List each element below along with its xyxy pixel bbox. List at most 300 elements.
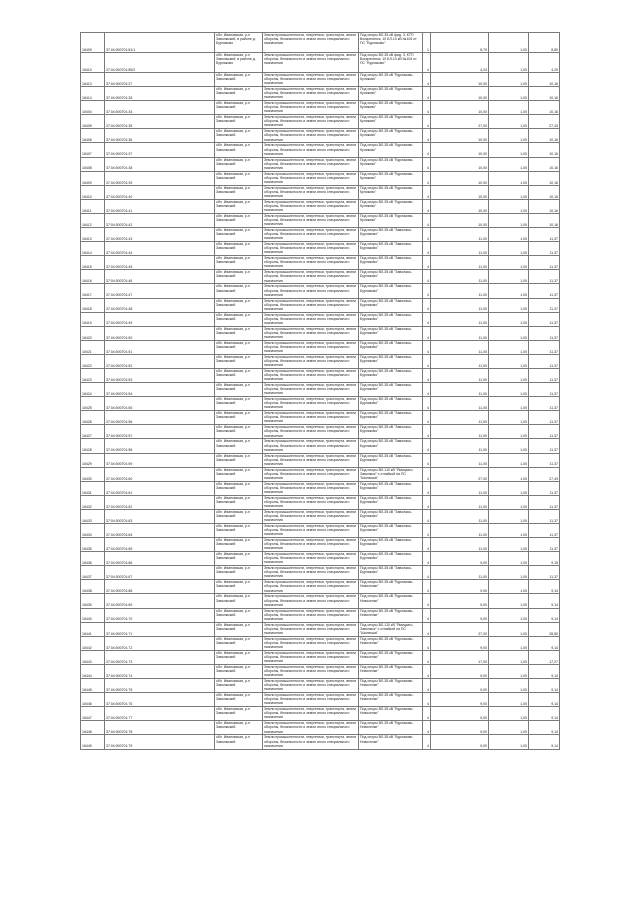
table-row xyxy=(81,87,560,101)
land-category-cell: Земли промышленности, энергетики, транспорта, земли обороны, безопасности и земли иного специального назначения xyxy=(263,383,359,397)
amount-cell: 11,37 xyxy=(529,340,560,354)
row-number-cell: 16404 xyxy=(81,101,105,115)
flag-cell: 4 xyxy=(423,213,431,227)
table-row xyxy=(81,608,560,622)
area-cell: 9,00 xyxy=(431,580,489,594)
amount-cell: 11,37 xyxy=(529,326,560,340)
table-row xyxy=(81,171,560,185)
amount-cell: 9,14 xyxy=(529,735,560,749)
flag-cell: 4 xyxy=(423,101,431,115)
flag-cell: 4 xyxy=(423,594,431,608)
land-category-cell: Земли промышленности, энергетики, транспорта, земли обороны, безопасности и земли иного специального назначения xyxy=(263,650,359,664)
flag-cell: 4 xyxy=(423,298,431,312)
coefficient-cell: 1,00 xyxy=(489,622,529,636)
cadastral-number-cell: 37:04:000701:75 xyxy=(105,679,215,693)
row-number-cell: 16411 xyxy=(81,199,105,213)
cadastral-number-cell: 37:04:000701:54 xyxy=(105,383,215,397)
area-cell: 11,00 xyxy=(431,242,489,256)
land-category-cell: Земли промышленности, энергетики, транспорта, земли обороны, безопасности и земли иного специального назначения xyxy=(263,524,359,538)
location-cell: обл. Ивановская, р-н Заволжский xyxy=(215,538,263,552)
land-category-cell: Земли промышленности, энергетики, транспорта, земли обороны, безопасности и земли иного специального назначения xyxy=(263,735,359,749)
table-row xyxy=(81,679,560,693)
area-cell: 11,00 xyxy=(431,566,489,580)
area-cell: 11,00 xyxy=(431,228,489,242)
row-number-cell: 16430 xyxy=(81,467,105,481)
amount-cell: 11,37 xyxy=(529,538,560,552)
cadastral-number-cell: 37:04:000701:85/2 xyxy=(105,53,215,73)
coefficient-cell: 1,00 xyxy=(489,143,529,157)
table-row xyxy=(81,242,560,256)
table-row xyxy=(81,228,560,242)
permitted-use-cell: Под опоры ВЛ-35 кВ "Бурлаково-Куликово" xyxy=(359,213,423,227)
row-number-cell: 16414 xyxy=(81,242,105,256)
area-cell: 11,00 xyxy=(431,383,489,397)
amount-cell: 9,14 xyxy=(529,721,560,735)
table-row xyxy=(81,650,560,664)
cadastral-number-cell: 37:04:000701:65 xyxy=(105,538,215,552)
flag-cell: 4 xyxy=(423,53,431,73)
location-cell: обл. Ивановская, р-н Заволжский, в районе д. Бурлаково xyxy=(215,33,263,53)
flag-cell: 4 xyxy=(423,115,431,129)
land-category-cell: Земли промышленности, энергетики, транспорта, земли обороны, безопасности и земли иного специального назначения xyxy=(263,495,359,509)
permitted-use-cell: Под опоры ВЛ-35 кВ "Бурлаково-Куликово" xyxy=(359,73,423,87)
area-cell: 11,00 xyxy=(431,495,489,509)
amount-cell: 11,37 xyxy=(529,524,560,538)
location-cell: обл. Ивановская, р-н Заволжский xyxy=(215,312,263,326)
row-number-cell: 16414 xyxy=(81,87,105,101)
cadastral-number-cell: 37:04:000701:64 xyxy=(105,524,215,538)
location-cell: обл. Ивановская, р-н Заволжский xyxy=(215,340,263,354)
land-category-cell: Земли промышленности, энергетики, транспорта, земли обороны, безопасности и земли иного специального назначения xyxy=(263,453,359,467)
cadastral-number-cell: 37:04:000701:46 xyxy=(105,270,215,284)
row-number-cell: 16409 xyxy=(81,33,105,53)
cadastral-number-cell: 37:04:000701:62 xyxy=(105,495,215,509)
amount-cell: 10,16 xyxy=(529,213,560,227)
cadastral-number-cell: 37:04:000701:68 xyxy=(105,580,215,594)
permitted-use-cell: Под опоры ВЛ-35 кВ "Бурлаково-Новоселки" xyxy=(359,664,423,678)
amount-cell: 17,27 xyxy=(529,650,560,664)
permitted-use-cell: Под опоры ВЛ-35 кВ "Бурлаково-Куликово" xyxy=(359,171,423,185)
row-number-cell: 16439 xyxy=(81,594,105,608)
cadastral-number-cell: 37:04:000701:63 xyxy=(105,509,215,523)
table-row xyxy=(81,538,560,552)
coefficient-cell: 1,00 xyxy=(489,397,529,411)
permitted-use-cell: Под опоры ВЛ-35 кВ фид. 3, КТП Воскресенск, 10 БЛ-10 кВ №104 от ПС "Бурлаково" xyxy=(359,33,423,53)
location-cell: обл. Ивановская, р-н Заволжский xyxy=(215,580,263,594)
land-category-cell: Земли промышленности, энергетики, транспорта, земли обороны, безопасности и земли иного специального назначения xyxy=(263,509,359,523)
row-number-cell: 16432 xyxy=(81,495,105,509)
table-row xyxy=(81,340,560,354)
row-number-cell: 16436 xyxy=(81,552,105,566)
row-number-cell: 16445 xyxy=(81,679,105,693)
table-row xyxy=(81,185,560,199)
row-number-cell: 16427 xyxy=(81,425,105,439)
cadastral-number-cell: 37:04:000701:45 xyxy=(105,256,215,270)
flag-cell: 4 xyxy=(423,693,431,707)
permitted-use-cell: Под опоры ВЛ-35 кВ "Заволжск-Бурлаково" xyxy=(359,298,423,312)
location-cell: обл. Ивановская, р-н Заволжский xyxy=(215,368,263,382)
cadastral-number-cell: 37:04:000701:28 xyxy=(105,87,215,101)
permitted-use-cell: Под опоры ВЛ-35 кВ "Бурлаково-Новоселки" xyxy=(359,735,423,749)
amount-cell: 11,37 xyxy=(529,566,560,580)
row-number-cell: 16424 xyxy=(81,383,105,397)
row-number-cell: 16419 xyxy=(81,312,105,326)
coefficient-cell: 1,00 xyxy=(489,481,529,495)
row-number-cell: 16437 xyxy=(81,566,105,580)
land-category-cell: Земли промышленности, энергетики, транспорта, земли обороны, безопасности и земли иного специального назначения xyxy=(263,101,359,115)
row-number-cell: 16412 xyxy=(81,213,105,227)
cadastral-number-cell: 37:04:000701:53 xyxy=(105,368,215,382)
location-cell: обл. Ивановская, р-н Заволжский xyxy=(215,73,263,87)
coefficient-cell: 1,00 xyxy=(489,326,529,340)
area-cell: 10,00 xyxy=(431,73,489,87)
cadastral-number-cell: 37:04:000701:56 xyxy=(105,411,215,425)
row-number-cell: 16434 xyxy=(81,524,105,538)
area-cell: 11,00 xyxy=(431,481,489,495)
flag-cell: 4 xyxy=(423,270,431,284)
land-category-cell: Земли промышленности, энергетики, транспорта, земли обороны, безопасности и земли иного специального назначения xyxy=(263,721,359,735)
cadastral-number-cell: 37:04:000701:37 xyxy=(105,143,215,157)
row-number-cell: 16442 xyxy=(81,636,105,650)
row-number-cell: 16410 xyxy=(81,53,105,73)
flag-cell: 4 xyxy=(423,538,431,552)
coefficient-cell: 1,00 xyxy=(489,636,529,650)
coefficient-cell: 1,00 xyxy=(489,735,529,749)
permitted-use-cell: Под опоры ВЛ-35 кВ "Заволжск-Бурлаково" xyxy=(359,340,423,354)
land-category-cell: Земли промышленности, энергетики, транспорта, земли обороны, безопасности и земли иного специального назначения xyxy=(263,171,359,185)
location-cell: обл. Ивановская, р-н Заволжский xyxy=(215,721,263,735)
table-row xyxy=(81,636,560,650)
coefficient-cell: 1,00 xyxy=(489,340,529,354)
location-cell: обл. Ивановская, р-н Заволжский xyxy=(215,213,263,227)
area-cell: 11,00 xyxy=(431,509,489,523)
cadastral-number-cell: 37:04:000701:58 xyxy=(105,439,215,453)
area-cell: 10,00 xyxy=(431,129,489,143)
amount-cell: 11,37 xyxy=(529,397,560,411)
cadastral-number-cell: 37:04:000701:77 xyxy=(105,707,215,721)
permitted-use-cell: Под опоры ВЛ-35 кВ "Бурлаково-Новоселки" xyxy=(359,721,423,735)
cadastral-number-cell: 37:04:000701:51 xyxy=(105,340,215,354)
area-cell: 11,00 xyxy=(431,411,489,425)
coefficient-cell: 1,00 xyxy=(489,73,529,87)
cadastral-number-cell: 37:04:000701:76 xyxy=(105,693,215,707)
location-cell: обл. Ивановская, р-н Заволжский xyxy=(215,664,263,678)
area-cell: 11,00 xyxy=(431,538,489,552)
permitted-use-cell: Под опоры ВЛ-35 кВ "Заволжск-Бурлаково" xyxy=(359,524,423,538)
location-cell: обл. Ивановская, р-н Заволжский xyxy=(215,707,263,721)
amount-cell: 10,16 xyxy=(529,157,560,171)
location-cell: обл. Ивановская, р-н Заволжский xyxy=(215,735,263,749)
permitted-use-cell: Под опоры ВЛ-35 кВ "Заволжск-Бурлаково" xyxy=(359,411,423,425)
table-row xyxy=(81,467,560,481)
coefficient-cell: 1,00 xyxy=(489,721,529,735)
row-number-cell: 16425 xyxy=(81,397,105,411)
land-category-cell: Земли промышленности, энергетики, транспорта, земли обороны, безопасности и земли иного специального назначения xyxy=(263,326,359,340)
location-cell: обл. Ивановская, р-н Заволжский xyxy=(215,270,263,284)
location-cell: обл. Ивановская, р-н Заволжский xyxy=(215,509,263,523)
area-cell: 9,00 xyxy=(431,608,489,622)
coefficient-cell: 1,00 xyxy=(489,101,529,115)
amount-cell: 9,14 xyxy=(529,608,560,622)
location-cell: обл. Ивановская, р-н Заволжский xyxy=(215,524,263,538)
cadastral-number-cell: 37:04:000701:47 xyxy=(105,284,215,298)
cadastral-number-cell: 37:04:000701:57 xyxy=(105,425,215,439)
permitted-use-cell: Под опоры ВЛ-35 кВ "Бурлаково-Новоселки" xyxy=(359,693,423,707)
land-category-cell: Земли промышленности, энергетики, транспорта, земли обороны, безопасности и земли иного специального назначения xyxy=(263,129,359,143)
land-category-cell: Земли промышленности, энергетики, транспорта, земли обороны, безопасности и земли иного специального назначения xyxy=(263,157,359,171)
area-cell: 11,00 xyxy=(431,298,489,312)
flag-cell: 4 xyxy=(423,157,431,171)
land-category-cell: Земли промышленности, энергетики, транспорта, земли обороны, безопасности и земли иного специального назначения xyxy=(263,538,359,552)
permitted-use-cell: Под опоры ВЛ-110 кВ "Ямицыно-Заволжск" с отпайкой на ПС "Шилекша" xyxy=(359,622,423,636)
row-number-cell: 16435 xyxy=(81,538,105,552)
amount-cell: 10,16 xyxy=(529,87,560,101)
table-row xyxy=(81,143,560,157)
permitted-use-cell: Под опоры ВЛ-35 кВ "Бурлаково-Куликово" xyxy=(359,87,423,101)
area-cell: 11,00 xyxy=(431,270,489,284)
table-row xyxy=(81,397,560,411)
table-row xyxy=(81,312,560,326)
table-body xyxy=(81,33,560,750)
cadastral-number-cell: 37:04:000701:27 xyxy=(105,73,215,87)
land-category-cell: Земли промышленности, энергетики, транспорта, земли обороны, безопасности и земли иного специального назначения xyxy=(263,467,359,481)
permitted-use-cell: Под опоры ВЛ-35 кВ "Бурлаково-Куликово" xyxy=(359,115,423,129)
row-number-cell: 16413 xyxy=(81,228,105,242)
permitted-use-cell: Под опоры ВЛ-110 кВ "Ямицыно-Заволжск" с отпайкой на ПС "Шилекша" xyxy=(359,467,423,481)
table-row xyxy=(81,664,560,678)
coefficient-cell: 1,00 xyxy=(489,467,529,481)
table-row xyxy=(81,411,560,425)
coefficient-cell: 1,00 xyxy=(489,256,529,270)
land-category-cell: Земли промышленности, энергетики, транспорта, земли обороны, безопасности и земли иного специального назначения xyxy=(263,73,359,87)
land-category-cell: Земли промышленности, энергетики, транспорта, земли обороны, безопасности и земли иного специального назначения xyxy=(263,213,359,227)
flag-cell: 4 xyxy=(423,199,431,213)
cadastral-number-cell: 37:04:000701:43 xyxy=(105,228,215,242)
location-cell: обл. Ивановская, р-н Заволжский xyxy=(215,679,263,693)
row-number-cell: 16428 xyxy=(81,439,105,453)
flag-cell: 4 xyxy=(423,228,431,242)
cadastral-number-cell: 37:04:000701:52 xyxy=(105,354,215,368)
area-cell: 11,00 xyxy=(431,368,489,382)
flag-cell: 4 xyxy=(423,185,431,199)
permitted-use-cell: Под опоры ВЛ-35 кВ "Заволжск-Бурлаково" xyxy=(359,383,423,397)
table-row xyxy=(81,425,560,439)
row-number-cell: 16420 xyxy=(81,326,105,340)
permitted-use-cell: Под опоры ВЛ-35 кВ "Заволжск-Бурлаково" xyxy=(359,228,423,242)
cadastral-number-cell: 37:04:000701:70 xyxy=(105,608,215,622)
coefficient-cell: 1,00 xyxy=(489,594,529,608)
cadastral-number-cell: 37:04:000701:50 xyxy=(105,326,215,340)
cadastral-number-cell: 37:04:000701:60 xyxy=(105,467,215,481)
location-cell: обл. Ивановская, р-н Заволжский xyxy=(215,481,263,495)
land-category-cell: Земли промышленности, энергетики, транспорта, земли обороны, безопасности и земли иного специального назначения xyxy=(263,636,359,650)
row-number-cell: 16413 xyxy=(81,73,105,87)
table-row xyxy=(81,495,560,509)
table-row xyxy=(81,594,560,608)
land-category-cell: Земли промышленности, энергетики, транспорта, земли обороны, безопасности и земли иного специального назначения xyxy=(263,368,359,382)
land-category-cell: Земли промышленности, энергетики, транспорта, земли обороны, безопасности и земли иного специального назначения xyxy=(263,481,359,495)
amount-cell: 11,37 xyxy=(529,439,560,453)
area-cell: 11,00 xyxy=(431,256,489,270)
cadastral-number-cell: 37:04:000701:78 xyxy=(105,721,215,735)
amount-cell: 11,37 xyxy=(529,256,560,270)
flag-cell: 4 xyxy=(423,481,431,495)
permitted-use-cell: Под опоры ВЛ-35 кВ "Бурлаково-Куликово" xyxy=(359,185,423,199)
area-cell: 11,00 xyxy=(431,397,489,411)
coefficient-cell: 1,00 xyxy=(489,524,529,538)
amount-cell: 11,37 xyxy=(529,509,560,523)
coefficient-cell: 1,00 xyxy=(489,115,529,129)
area-cell: 11,00 xyxy=(431,453,489,467)
land-category-cell: Земли промышленности, энергетики, транспорта, земли обороны, безопасности и земли иного специального назначения xyxy=(263,256,359,270)
location-cell: обл. Ивановская, р-н Заволжский xyxy=(215,594,263,608)
flag-cell: 4 xyxy=(423,721,431,735)
amount-cell: 11,37 xyxy=(529,453,560,467)
flag-cell: 4 xyxy=(423,664,431,678)
permitted-use-cell: Под опоры ВЛ-35 кВ "Заволжск-Бурлаково" xyxy=(359,354,423,368)
flag-cell: 4 xyxy=(423,453,431,467)
row-number-cell: 16418 xyxy=(81,298,105,312)
flag-cell: 4 xyxy=(423,707,431,721)
land-category-cell: Земли промышленности, энергетики, транспорта, земли обороны, безопасности и земли иного специального назначения xyxy=(263,411,359,425)
coefficient-cell: 1,00 xyxy=(489,650,529,664)
flag-cell: 4 xyxy=(423,425,431,439)
coefficient-cell: 1,00 xyxy=(489,33,529,53)
cadastral-number-cell: 37:04:000701:66 xyxy=(105,552,215,566)
area-cell: 11,00 xyxy=(431,524,489,538)
permitted-use-cell: Под опоры ВЛ-35 кВ "Заволжск-Бурлаково" xyxy=(359,481,423,495)
coefficient-cell: 1,00 xyxy=(489,693,529,707)
table-row xyxy=(81,552,560,566)
land-category-cell: Земли промышленности, энергетики, транспорта, земли обороны, безопасности и земли иного специального назначения xyxy=(263,580,359,594)
land-category-cell: Земли промышленности, энергетики, транспорта, земли обороны, безопасности и земли иного специального назначения xyxy=(263,664,359,678)
permitted-use-cell: Под опоры ВЛ-35 кВ "Заволжск-Бурлаково" xyxy=(359,270,423,284)
row-number-cell: 16422 xyxy=(81,354,105,368)
table-row xyxy=(81,524,560,538)
coefficient-cell: 1,00 xyxy=(489,453,529,467)
flag-cell: 4 xyxy=(423,467,431,481)
table-row xyxy=(81,53,560,73)
cadastral-number-cell: 37:04:000701:42 xyxy=(105,213,215,227)
cadastral-number-cell: 37:04:000701:72 xyxy=(105,636,215,650)
area-cell: 11,00 xyxy=(431,284,489,298)
land-category-cell: Земли промышленности, энергетики, транспорта, земли обороны, безопасности и земли иного специального назначения xyxy=(263,552,359,566)
cadastral-number-cell: 37:04:000701:61 xyxy=(105,481,215,495)
coefficient-cell: 1,00 xyxy=(489,171,529,185)
amount-cell: 9,14 xyxy=(529,707,560,721)
table-row xyxy=(81,129,560,143)
coefficient-cell: 1,00 xyxy=(489,228,529,242)
permitted-use-cell: Под опоры ВЛ-35 кВ "Бурлаково-Куликово" xyxy=(359,157,423,171)
coefficient-cell: 1,00 xyxy=(489,608,529,622)
row-number-cell: 16440 xyxy=(81,608,105,622)
location-cell: обл. Ивановская, р-н Заволжский xyxy=(215,693,263,707)
amount-cell: 8,89 xyxy=(529,33,560,53)
cadastral-number-cell: 37:04:000701:69 xyxy=(105,594,215,608)
amount-cell: 11,37 xyxy=(529,481,560,495)
table-row xyxy=(81,580,560,594)
amount-cell: 9,14 xyxy=(529,636,560,650)
location-cell: обл. Ивановская, р-н Заволжский xyxy=(215,129,263,143)
amount-cell: 11,37 xyxy=(529,284,560,298)
location-cell: обл. Ивановская, р-н Заволжский xyxy=(215,467,263,481)
coefficient-cell: 1,00 xyxy=(489,707,529,721)
row-number-cell: 16423 xyxy=(81,368,105,382)
amount-cell: 10,16 xyxy=(529,73,560,87)
table-row xyxy=(81,73,560,87)
flag-cell: 4 xyxy=(423,242,431,256)
land-category-cell: Земли промышленности, энергетики, транспорта, земли обороны, безопасности и земли иного специального назначения xyxy=(263,228,359,242)
location-cell: обл. Ивановская, р-н Заволжский xyxy=(215,284,263,298)
area-cell: 10,00 xyxy=(431,185,489,199)
location-cell: обл. Ивановская, р-н Заволжский xyxy=(215,354,263,368)
area-cell: 9,00 xyxy=(431,679,489,693)
area-cell: 17,00 xyxy=(431,650,489,664)
flag-cell: 4 xyxy=(423,368,431,382)
land-category-cell: Земли промышленности, энергетики, транспорта, земли обороны, безопасности и земли иного специального назначения xyxy=(263,594,359,608)
coefficient-cell: 1,00 xyxy=(489,664,529,678)
land-category-cell: Земли промышленности, энергетики, транспорта, земли обороны, безопасности и земли иного специального назначения xyxy=(263,566,359,580)
land-category-cell: Земли промышленности, энергетики, транспорта, земли обороны, безопасности и земли иного специального назначения xyxy=(263,340,359,354)
amount-cell: 9,14 xyxy=(529,664,560,678)
row-number-cell: 16415 xyxy=(81,256,105,270)
cadastral-number-cell: 37:04:000701:41 xyxy=(105,199,215,213)
coefficient-cell: 1,00 xyxy=(489,679,529,693)
coefficient-cell: 1,00 xyxy=(489,368,529,382)
location-cell: обл. Ивановская, р-н Заволжский xyxy=(215,453,263,467)
location-cell: обл. Ивановская, р-н Заволжский xyxy=(215,143,263,157)
permitted-use-cell: Под опоры ВЛ-35 кВ "Заволжск-Бурлаково" xyxy=(359,368,423,382)
flag-cell: 4 xyxy=(423,495,431,509)
amount-cell: 10,16 xyxy=(529,129,560,143)
area-cell: 11,00 xyxy=(431,439,489,453)
flag-cell: 4 xyxy=(423,73,431,87)
amount-cell: 11,37 xyxy=(529,298,560,312)
location-cell: обл. Ивановская, р-н Заволжский xyxy=(215,495,263,509)
table-row xyxy=(81,622,560,636)
table-row xyxy=(81,157,560,171)
table-row xyxy=(81,693,560,707)
table-row xyxy=(81,453,560,467)
permitted-use-cell: Под опоры ВЛ-35 кВ "Заволжск-Бурлаково" xyxy=(359,256,423,270)
permitted-use-cell: Под опоры ВЛ-35 кВ "Бурлаково-Новоселки" xyxy=(359,594,423,608)
location-cell: обл. Ивановская, р-н Заволжский xyxy=(215,228,263,242)
permitted-use-cell: Под опоры ВЛ-35 кВ "Заволжск-Бурлаково" xyxy=(359,425,423,439)
amount-cell: 10,16 xyxy=(529,185,560,199)
land-register-table xyxy=(80,32,560,750)
coefficient-cell: 1,00 xyxy=(489,439,529,453)
land-category-cell: Земли промышленности, энергетики, транспорта, земли обороны, безопасности и земли иного специального назначения xyxy=(263,425,359,439)
table-row xyxy=(81,566,560,580)
cadastral-number-cell: 37:04:000701:79 xyxy=(105,735,215,749)
amount-cell: 27,43 xyxy=(529,467,560,481)
permitted-use-cell: Под опоры ВЛ-35 кВ "Бурлаково-Новоселки" xyxy=(359,636,423,650)
flag-cell: 4 xyxy=(423,383,431,397)
row-number-cell: 16409 xyxy=(81,171,105,185)
flag-cell: 4 xyxy=(423,636,431,650)
flag-cell: 4 xyxy=(423,411,431,425)
permitted-use-cell: Под опоры ВЛ-35 кВ "Бурлаково-Куликово" xyxy=(359,143,423,157)
permitted-use-cell: Под опоры ВЛ-35 кВ "Заволжск-Бурлаково" xyxy=(359,453,423,467)
area-cell: 10,00 xyxy=(431,87,489,101)
amount-cell: 11,37 xyxy=(529,228,560,242)
row-number-cell: 16407 xyxy=(81,143,105,157)
coefficient-cell: 1,00 xyxy=(489,298,529,312)
location-cell: обл. Ивановская, р-н Заволжский xyxy=(215,326,263,340)
area-cell: 27,00 xyxy=(431,467,489,481)
permitted-use-cell: Под опоры ВЛ-35 кВ "Заволжск-Бурлаково" xyxy=(359,552,423,566)
permitted-use-cell: Под опоры ВЛ-35 кВ "Заволжск-Бурлаково" xyxy=(359,495,423,509)
